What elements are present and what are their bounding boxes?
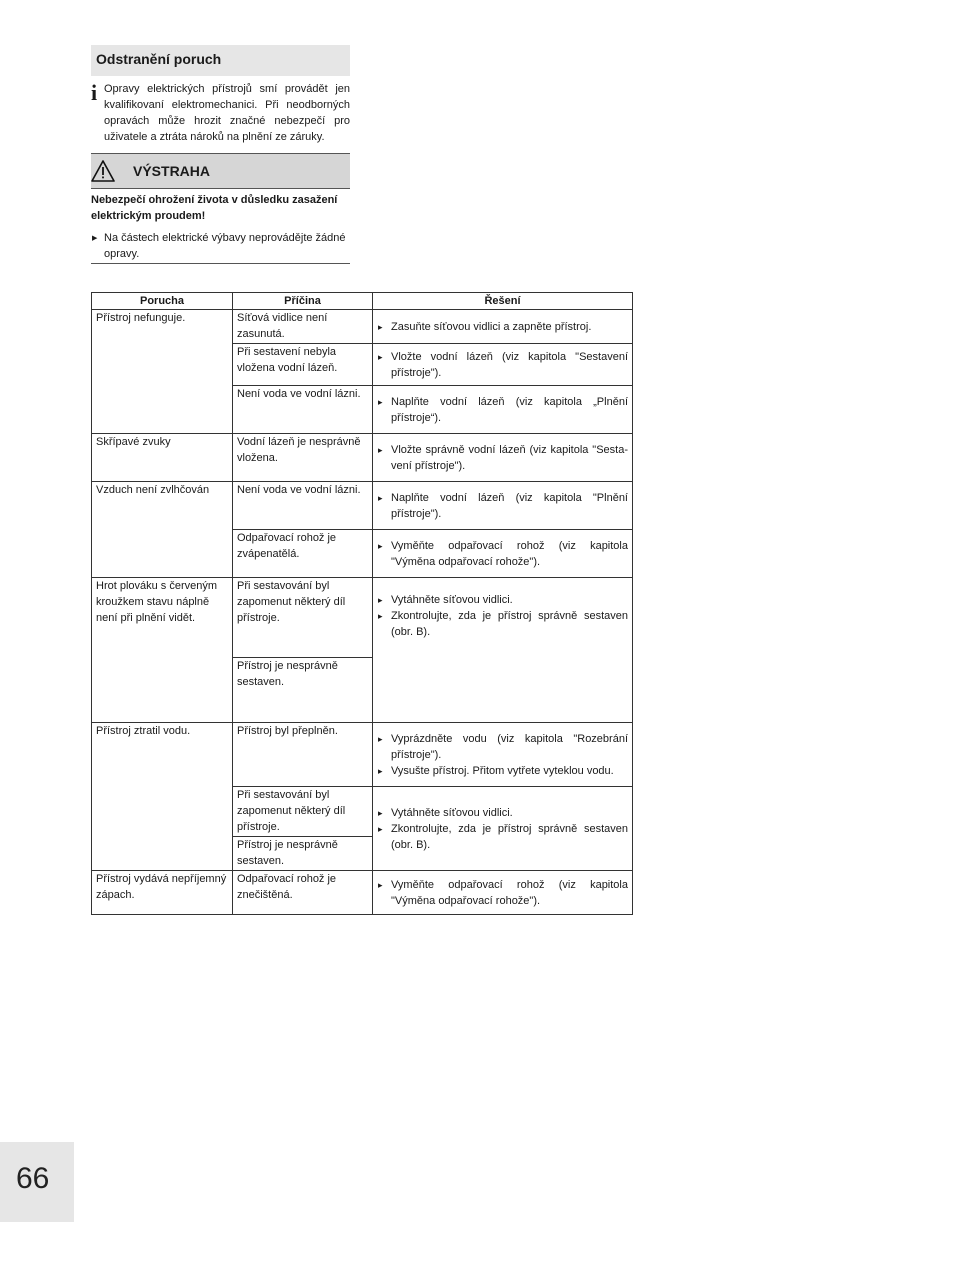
cause-cell: Přístroj je nesprávně sestaven. — [233, 658, 373, 723]
solution-cell — [373, 578, 633, 723]
fault-cell: Přístroj ztratil vodu. — [92, 723, 233, 871]
solution-item: ▸ Zkontrolujte, zda je přístroj správně sestaven (obr. B). — [377, 821, 628, 853]
cause-cell: Odpařovací rohož je znečištěná. — [233, 871, 373, 915]
fault-cell: Vzduch není zvlhčován — [92, 482, 233, 578]
section-title: Odstranění poruch — [96, 51, 222, 67]
solution-item: ▸ Vyprázdněte vodu (viz kapitola "Rozebrání přístroje"). — [377, 731, 628, 763]
page-number: 66 — [16, 1162, 50, 1195]
fault-cell: Hrot plováku s červeným kroužkem stavu náplně není při plnění vidět. — [92, 578, 233, 723]
solution-item: ▸ Vysušte přístroj. Přitom vytřete vyteklou vodu. — [377, 763, 628, 779]
solution-item: ▸ Naplňte vodní lázeň (viz kapitola „Plnění přístroje“). — [377, 394, 628, 426]
solution-cell — [373, 723, 633, 787]
solution-cell — [373, 787, 633, 871]
info-icon: i — [91, 80, 98, 105]
cause-cell: Přístroj je nesprávně sestaven. — [233, 837, 373, 871]
cause-cell: Odpařovací rohož je zvápenatělá. — [233, 530, 373, 578]
column-header: Porucha — [92, 293, 233, 310]
warning-header — [91, 153, 350, 189]
table-row — [92, 871, 633, 915]
cause-cell: Při sestavování byl zapomenut některý díl přístroje. — [233, 787, 373, 837]
solution-cell — [373, 871, 633, 915]
table-row — [92, 310, 633, 344]
cause-cell: Vodní lázeň je nesprávně vložena. — [233, 434, 373, 482]
column-header: Řešení — [373, 293, 633, 310]
solution-cell — [373, 310, 633, 344]
table-row — [92, 723, 633, 787]
fault-cell: Skřípavé zvuky — [92, 434, 233, 482]
solution-cell — [373, 530, 633, 578]
solution-cell — [373, 344, 633, 386]
warning-triangle-icon — [91, 160, 115, 182]
cause-cell: Není voda ve vodní lázni. — [233, 386, 373, 434]
cause-cell: Při sestavování byl zapomenut některý díl přístroje. — [233, 578, 373, 658]
solution-item: ▸ Vytáhněte síťovou vidlici. — [377, 805, 628, 821]
page-number-tab — [0, 1142, 74, 1222]
solution-item: ▸ Vyměňte odpařovací rohož (viz kapitola "Výměna odpařovací rohože"). — [377, 877, 628, 909]
cause-cell: Není voda ve vodní lázni. — [233, 482, 373, 530]
warning-title: VÝSTRAHA — [133, 163, 211, 179]
solution-item: ▸ Vložte správně vodní lázeň (viz kapitola "Sesta-vení přístroje"). — [377, 442, 628, 474]
solution-item: ▸ Zasuňte síťovou vidlici a zapněte přístroj. — [377, 319, 628, 335]
solution-item: ▸ Vyměňte odpařovací rohož (viz kapitola "Výměna odpařovací rohože"). — [377, 538, 628, 570]
solution-item: ▸ Vložte vodní lázeň (viz kapitola "Sestavení přístroje"). — [377, 349, 628, 381]
solution-item: ▸ Naplňte vodní lázeň (viz kapitola "Plnění přístroje"). — [377, 490, 628, 522]
table-row — [92, 482, 633, 530]
fault-cell: Přístroj nefunguje. — [92, 310, 233, 434]
warning-text: Nebezpečí ohrožení života v důsledku zasažení elektrickým proudem! — [91, 194, 338, 222]
cause-cell: Při sestavení nebyla vložena vodní lázeň. — [233, 344, 373, 386]
fault-cell: Přístroj vydává nepříjemný zápach. — [92, 871, 233, 915]
warning-item — [91, 230, 350, 264]
table-row — [92, 434, 633, 482]
table-header-row — [92, 293, 633, 310]
table-row — [92, 578, 633, 658]
troubleshooting-table — [91, 292, 633, 915]
section-header — [91, 45, 350, 76]
cause-cell: Přístroj byl přeplněn. — [233, 723, 373, 787]
note-text: Opravy elektrických přístrojů smí provádět jen kvalifikovaní elektromechanici. Při neodborných opravách může hrozit značné nebezpečí pro uživatele a ztráta nároků na plnění ze záruky. — [104, 83, 350, 143]
bullet-arrow-icon: ▶ — [92, 235, 98, 242]
column-header: Příčina — [233, 293, 373, 310]
solution-item: ▸ Vytáhněte síťovou vidlici. — [377, 592, 628, 608]
solution-cell — [373, 434, 633, 482]
solution-cell — [373, 386, 633, 434]
solution-cell — [373, 482, 633, 530]
solution-item: ▸ Zkontrolujte, zda je přístroj správně sestaven (obr. B). — [377, 608, 628, 640]
cause-cell: Síťová vidlice není zasunutá. — [233, 310, 373, 344]
warning-item-text: Na částech elektrické výbavy neprovádějte žádné opravy. — [104, 232, 346, 260]
